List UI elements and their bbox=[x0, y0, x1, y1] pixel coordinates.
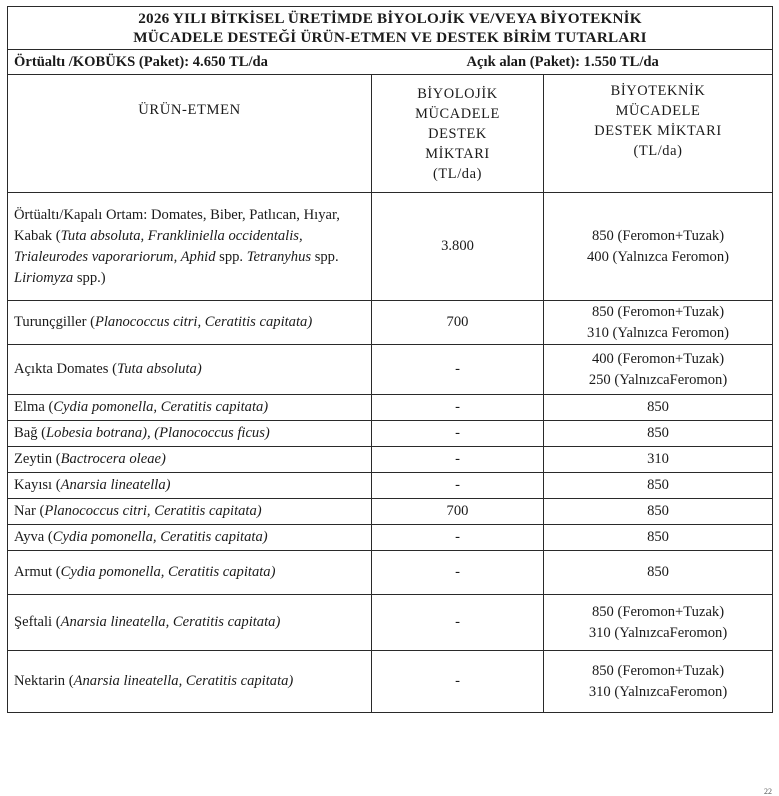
biotechnical-amount-line: 850 (Feromon+Tuzak) bbox=[591, 227, 725, 244]
crop-pest-cell bbox=[8, 345, 372, 395]
crop-text: Ayva ( bbox=[14, 529, 53, 545]
pest-species-text: Cydia pomonella, Ceratitis capitata) bbox=[60, 564, 276, 580]
open-field-package: Açık alan (Paket): 1.550 TL/da bbox=[466, 53, 659, 70]
crop-text: Nektarin ( bbox=[14, 673, 74, 689]
biotechnical-amount-line: 850 (Feromon+Tuzak) bbox=[591, 662, 725, 679]
biological-amount-cell: - bbox=[372, 595, 544, 651]
table-row bbox=[8, 499, 773, 525]
crop-text: Kayısı ( bbox=[14, 477, 61, 493]
crop-pest-cell bbox=[8, 473, 372, 499]
pest-species-text: Tetranyhus bbox=[246, 248, 312, 265]
biotechnical-amount-line: 850 bbox=[647, 399, 669, 415]
table-row bbox=[8, 421, 773, 447]
biotechnical-amount-line: 850 bbox=[647, 529, 669, 545]
crop-text: spp. bbox=[311, 248, 339, 265]
header-biotech-line: MÜCADELE bbox=[615, 103, 701, 119]
biological-amount-cell: - bbox=[372, 473, 544, 499]
pest-species-text: Cydia pomonella, Ceratitis capitata) bbox=[52, 529, 268, 545]
package-row bbox=[8, 50, 773, 75]
crop-text: Nar ( bbox=[14, 503, 45, 519]
biological-amount-cell: - bbox=[372, 345, 544, 395]
crop-pest-cell bbox=[8, 525, 372, 551]
pest-species-text: Bactrocera oleae) bbox=[60, 451, 166, 467]
biotechnical-amount-cell bbox=[544, 345, 773, 395]
biological-amount-cell: - bbox=[372, 395, 544, 421]
header-bio-line: MÜCADELE bbox=[415, 105, 500, 122]
biotechnical-amount-line: 850 (Feromon+Tuzak) bbox=[591, 603, 725, 620]
biotechnical-amount-cell bbox=[544, 499, 773, 525]
biological-amount-cell: 3.800 bbox=[372, 193, 544, 301]
biotechnical-amount-line: 850 (Feromon+Tuzak) bbox=[591, 303, 725, 320]
crop-text: spp.) bbox=[73, 269, 106, 286]
crop-pest-cell bbox=[8, 193, 372, 301]
biotechnical-amount-line: 400 (Yalnızca Feromon) bbox=[587, 248, 729, 265]
crop-pest-cell bbox=[8, 421, 372, 447]
table-row bbox=[8, 301, 773, 345]
biotechnical-amount-cell bbox=[544, 193, 773, 301]
biological-amount-cell: - bbox=[372, 447, 544, 473]
crop-pest-cell bbox=[8, 551, 372, 595]
biotechnical-amount-line: 400 (Feromon+Tuzak) bbox=[591, 350, 725, 367]
biotechnical-amount-cell bbox=[544, 595, 773, 651]
header-biotechnical bbox=[544, 75, 773, 193]
biotechnical-amount-line: 310 (YalnızcaFeromon) bbox=[588, 683, 728, 700]
title-line-2: MÜCADELE DESTEĞİ ÜRÜN-ETMEN VE DESTEK BİRİM TUTARLARI bbox=[133, 29, 647, 46]
crop-text: spp. bbox=[215, 248, 247, 265]
crop-text: Turunçgiller ( bbox=[14, 314, 95, 330]
biotechnical-amount-line: 310 bbox=[647, 451, 669, 467]
biotechnical-amount-line: 250 (YalnızcaFeromon) bbox=[588, 371, 728, 388]
table-row bbox=[8, 551, 773, 595]
biotechnical-amount-cell bbox=[544, 421, 773, 447]
table-row bbox=[8, 595, 773, 651]
biotechnical-amount-line: 310 (YalnızcaFeromon) bbox=[588, 624, 728, 641]
biological-amount-cell: 700 bbox=[372, 499, 544, 525]
pest-species-text: Anarsia lineatella) bbox=[60, 477, 171, 493]
pest-species-text: Planococcus citri, Ceratitis capitata) bbox=[94, 314, 313, 330]
header-biotech-line: BİYOTEKNİK bbox=[610, 83, 706, 99]
crop-pest-cell bbox=[8, 447, 372, 473]
biotechnical-amount-line: 850 bbox=[647, 564, 669, 580]
crop-text: Açıkta Domates ( bbox=[14, 361, 117, 377]
biological-amount-cell: - bbox=[372, 421, 544, 447]
crop-text: Bağ ( bbox=[14, 425, 47, 441]
crop-text: Şeftali ( bbox=[14, 614, 61, 630]
header-bio-line: MİKTARI bbox=[425, 145, 490, 162]
table-row bbox=[8, 651, 773, 713]
header-bio-line: BİYOLOJİK bbox=[417, 85, 498, 102]
greenhouse-package: Örtüaltı /KOBÜKS (Paket): 4.650 TL/da bbox=[14, 53, 268, 70]
table-row bbox=[8, 525, 773, 551]
biotechnical-amount-cell bbox=[544, 473, 773, 499]
pest-species-text: Lobesia botrana), (Planococcus ficus) bbox=[46, 425, 270, 441]
biological-amount-cell: - bbox=[372, 525, 544, 551]
biotechnical-amount-line: 310 (Yalnızca Feromon) bbox=[587, 324, 729, 341]
pest-species-text: Anarsia lineatella, Ceratitis capitata) bbox=[73, 673, 294, 689]
crop-pest-cell bbox=[8, 651, 372, 713]
table-row bbox=[8, 473, 773, 499]
biological-amount-cell: - bbox=[372, 551, 544, 595]
header-biotech-line: DESTEK MİKTARI bbox=[594, 123, 722, 139]
table-row bbox=[8, 447, 773, 473]
biotechnical-amount-cell bbox=[544, 525, 773, 551]
package-amounts bbox=[8, 50, 773, 75]
biotechnical-amount-line: 850 bbox=[647, 503, 669, 519]
table-title bbox=[8, 7, 773, 50]
crop-pest-cell bbox=[8, 499, 372, 525]
biotechnical-amount-cell bbox=[544, 651, 773, 713]
biotechnical-amount-cell bbox=[544, 447, 773, 473]
crop-pest-cell bbox=[8, 595, 372, 651]
title-row bbox=[8, 7, 773, 50]
table-row bbox=[8, 345, 773, 395]
biotechnical-amount-cell bbox=[544, 551, 773, 595]
biotechnical-amount-cell bbox=[544, 301, 773, 345]
support-table bbox=[7, 6, 773, 713]
pest-species-text: Tuta absoluta) bbox=[116, 361, 202, 377]
pest-species-text: Anarsia lineatella, Ceratitis capitata) bbox=[60, 614, 281, 630]
pest-species-text: Cydia pomonella, Ceratitis capitata) bbox=[53, 399, 269, 415]
biotechnical-amount-line: 850 bbox=[647, 477, 669, 493]
header-biotech-line: (TL/da) bbox=[633, 143, 683, 159]
biological-amount-cell: 700 bbox=[372, 301, 544, 345]
title-line-1: 2026 YILI BİTKİSEL ÜRETİMDE BİYOLOJİK VE/VEYA BİYOTEKNİK bbox=[138, 10, 642, 27]
header-crop: ÜRÜN-ETMEN bbox=[8, 75, 372, 193]
crop-text: Zeytin ( bbox=[14, 451, 61, 467]
table-row bbox=[8, 395, 773, 421]
header-bio-line: (TL/da) bbox=[433, 165, 482, 182]
crop-text: Örtüaltı/Kapalı Ortam: Domates, Biber, Patlıcan, Hıyar, Kabak ( bbox=[14, 206, 340, 244]
crop-text: Armut ( bbox=[14, 564, 61, 580]
biological-amount-cell: - bbox=[372, 651, 544, 713]
crop-text: Elma ( bbox=[14, 399, 54, 415]
pest-species-text: Tuta absoluta, Frankliniella occidentalis, Trialeurodes vaporariorum, Aphid bbox=[14, 227, 303, 265]
table-row bbox=[8, 193, 773, 301]
page-footnote: 22 bbox=[764, 787, 772, 796]
header-biological bbox=[372, 75, 544, 193]
header-bio-line: DESTEK bbox=[428, 125, 487, 142]
pest-species-text: Liriomyza bbox=[14, 269, 74, 286]
crop-pest-cell bbox=[8, 301, 372, 345]
header-row bbox=[8, 75, 773, 193]
pest-species-text: Planococcus citri, Ceratitis capitata) bbox=[44, 503, 262, 519]
crop-pest-cell bbox=[8, 395, 372, 421]
biotechnical-amount-line: 850 bbox=[647, 425, 669, 441]
biotechnical-amount-cell bbox=[544, 395, 773, 421]
